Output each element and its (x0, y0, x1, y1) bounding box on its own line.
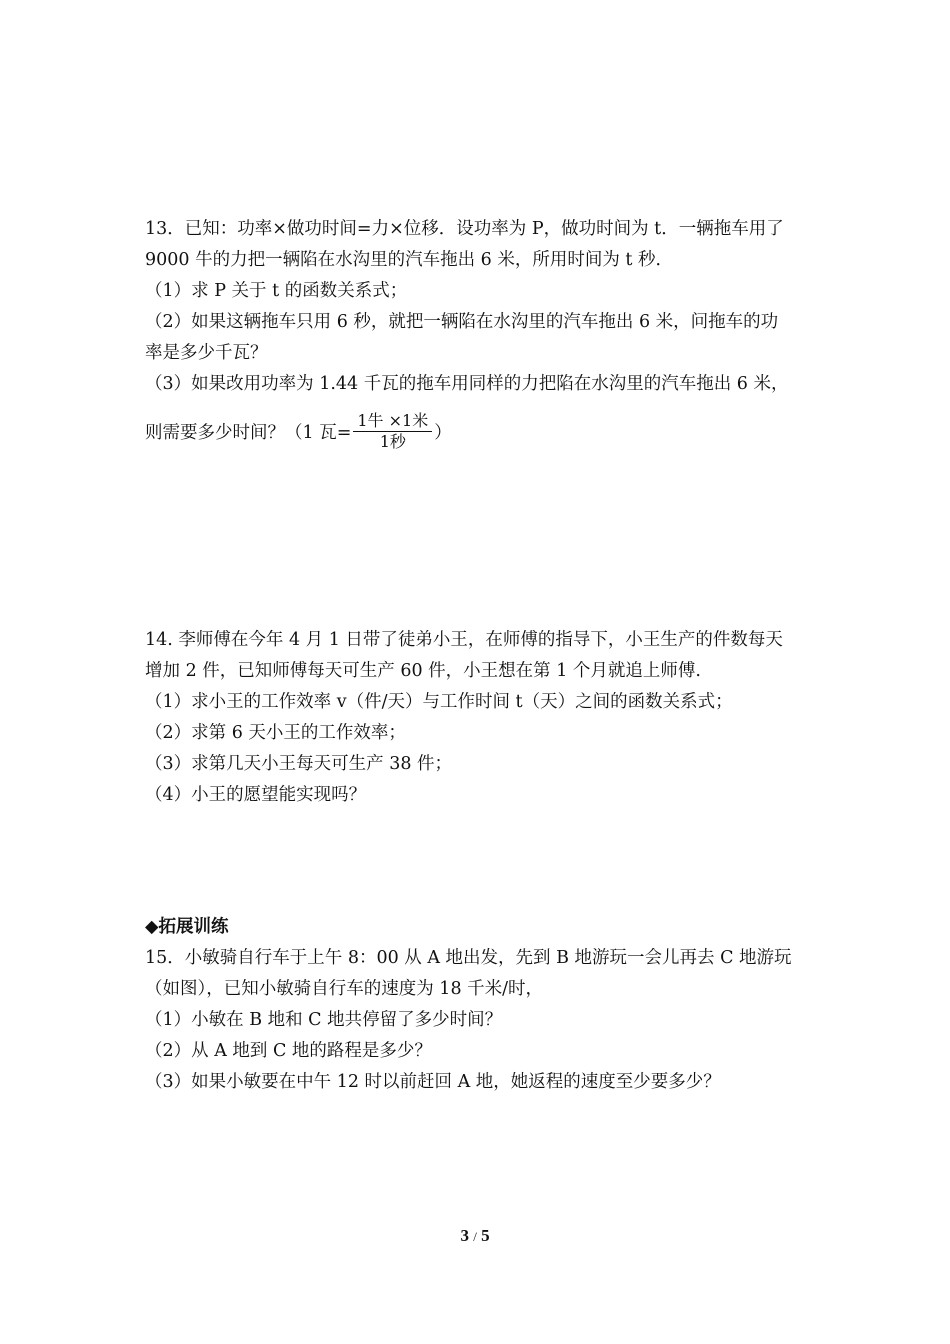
q13-line-1: 13．已知：功率×做功时间=力×位移．设功率为 P，做功时间为 t．一辆拖车用了 (145, 219, 784, 239)
q15-line-1: 15．小敏骑自行车于上午 8：00 从 A 地出发，先到 B 地游玩一会儿再去 C 地游玩 (145, 948, 792, 968)
q13-part-3: （3）如果改用功率为 1.44 千瓦的拖车用同样的力把陷在水沟里的汽车拖出 6 米， (145, 374, 789, 394)
q14-line-2: 增加 2 件，已知师傅每天可生产 60 件，小王想在第 1 个月就追上师傅. (145, 661, 701, 681)
q15-part-3: （3）如果小敏要在中午 12 时以前赶回 A 地，她返程的速度至少要多少？ (145, 1072, 721, 1092)
q15-part-2: （2）从 A 地到 C 地的路程是多少？ (145, 1041, 432, 1061)
q15-line-2: （如图），已知小敏骑自行车的速度为 18 千米/时， (145, 979, 544, 999)
question-13 (145, 214, 810, 462)
current-page: 3 (460, 1226, 469, 1245)
question-14 (145, 625, 810, 811)
q14-part-3: （3）求第几天小王每天可生产 38 件； (145, 754, 453, 774)
q13-line7-prefix: 则需要多少时间？（1 瓦= (145, 422, 352, 443)
q14-line-1: 14. 李师傅在今年 4 月 1 日带了徒弟小王，在师傅的指导下，小王生产的件数每天 (145, 630, 783, 650)
q13-part-3-cont (145, 400, 810, 462)
page-separator: / (473, 1229, 477, 1244)
fraction-denominator: 1秒 (379, 431, 406, 451)
fraction-numerator: 1牛 ×1米 (353, 411, 432, 432)
q13-line7-suffix: ） (434, 422, 452, 443)
q13-part-2: （2）如果这辆拖车只用 6 秒，就把一辆陷在水沟里的汽车拖出 6 米，问拖车的功 (145, 312, 779, 332)
watt-fraction (353, 411, 432, 452)
q15-part-1: （1）小敏在 B 地和 C 地共停留了多少时间？ (145, 1010, 503, 1030)
question-15 (145, 943, 810, 1098)
q13-part-1: （1）求 P 关于 t 的函数关系式； (145, 281, 408, 301)
q13-part-2-cont: 率是多少千瓦？ (145, 343, 268, 363)
q13-line-2: 9000 牛的力把一辆陷在水沟里的汽车拖出 6 米，所用时间为 t 秒． (145, 250, 674, 270)
q14-part-1: （1）求小王的工作效率 v（件/天）与工作时间 t（天）之间的函数关系式； (145, 692, 733, 712)
section-heading: ◆拓展训练 (145, 917, 229, 937)
extension-section (145, 912, 810, 943)
page-number (0, 1226, 950, 1246)
total-pages: 5 (481, 1226, 490, 1245)
q14-part-2: （2）求第 6 天小王的工作效率； (145, 723, 406, 743)
q14-part-4: （4）小王的愿望能实现吗？ (145, 785, 367, 805)
